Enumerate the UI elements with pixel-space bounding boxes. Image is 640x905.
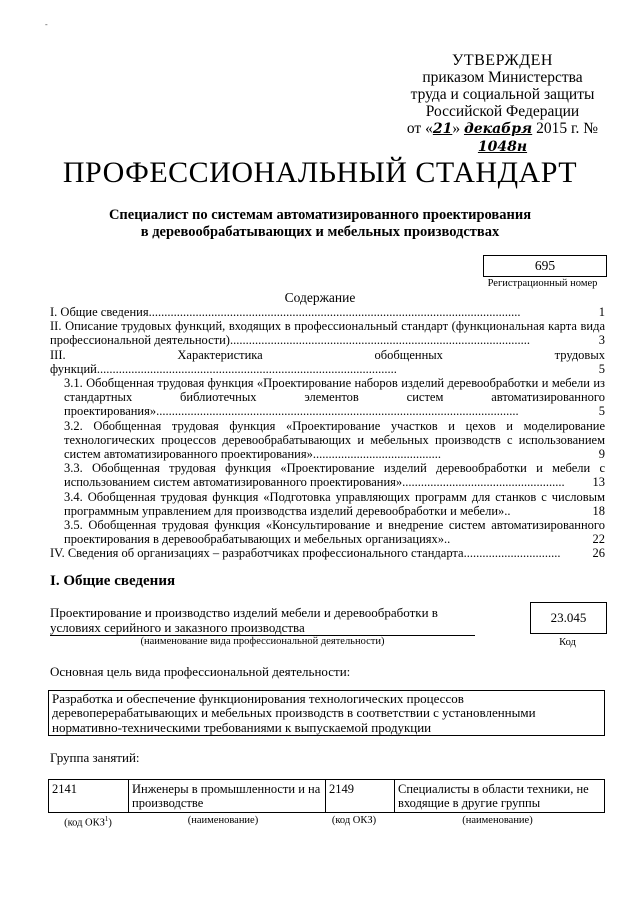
handwritten-day: 21 — [432, 121, 453, 137]
toc-entry[interactable]: 3.2. Обобщенная трудовая функция «Проектирование участков и цехов и моделирование технологических процессов деревообрабатывающих и мебельных производств с использованием систем автоматизированного проектирования»......................................... 9 — [64, 418, 605, 462]
toc-entry[interactable]: II. Описание трудовых функций, входящих в профессиональный стандарт (функциональная карта вида профессиональной деятельности)................................................................................................ 3 — [50, 319, 605, 348]
activity-caption: (наименование вида профессиональной деятельности) — [140, 636, 385, 647]
approval-block — [395, 52, 610, 156]
activity-name: Проектирование и производство изделий мебели и деревообработки в условиях серийного и заказного производства — [50, 605, 475, 636]
okz-code-caption: (код ОКЗ) — [331, 815, 377, 826]
purpose-box: Разработка и обеспечение функционирования технологических процессов деревоперерабатывающих и мебельных производств в соответствии с установленными нормативно-техническими требованиями к выпускаемой продукции — [48, 690, 605, 736]
toc-entry[interactable]: I. Общие сведения....................................................................................................................... 1 — [50, 305, 605, 319]
table-of-contents — [50, 305, 605, 561]
approval-date-line: от «21» декабря 2015 г. № 1048н — [406, 120, 599, 155]
contents-heading: Содержание — [284, 290, 356, 305]
section-title: I. Общие сведения — [50, 573, 176, 589]
activity-code-box: 23.045 — [530, 602, 607, 634]
toc-entry[interactable]: 3.1. Обобщенная трудовая функция «Проектирование наборов изделий деревообработки и мебели из стандартных библиотечных элементов систем автоматизированного проектирования».................................................................................................................... 5 — [64, 376, 605, 419]
name-caption: (наименование) — [462, 815, 533, 826]
scan-mark: - — [45, 20, 48, 29]
toc-entry[interactable]: 3.3. Обобщенная трудовая функция «Проектирование изделий деревообработки и мебели с использованием систем автоматизированного проектирования».................................................... 13 — [64, 461, 605, 490]
toc-entry[interactable]: 3.5. Обобщенная трудовая функция «Консультирование и внедрение систем автоматизированного проектирования в деревообрабатывающих и мебельных организациях».. 22 — [64, 518, 605, 547]
approval-line: Российской Федерации — [425, 103, 580, 120]
registration-number-label: Регистрационный номер — [487, 278, 598, 289]
toc-entry[interactable]: III. Характеристика обобщенных трудовых функций................................................................................................ 5 — [50, 347, 605, 376]
handwritten-month: декабря — [463, 121, 533, 137]
okz-code-cell: 2141 — [49, 780, 129, 813]
approval-line: труда и социальной защиты — [410, 86, 595, 103]
toc-entry[interactable]: IV. Сведения об организациях – разработчиках профессионального стандарта............................... 26 — [50, 546, 605, 561]
standard-name: Специалист по системам автоматизированного проектирования в деревообрабатывающих и мебельных производствах — [108, 207, 532, 240]
occupation-group-label: Группа занятий: — [50, 750, 140, 765]
handwritten-order-number: 1048н — [477, 139, 528, 155]
occupation-table — [48, 779, 605, 813]
document-title: ПРОФЕССИОНАЛЬНЫЙ СТАНДАРТ — [62, 156, 578, 189]
approval-line: приказом Министерства — [422, 69, 583, 86]
okz-code-caption: (код ОКЗ$^1$) — [64, 815, 112, 829]
code-caption: Код — [559, 637, 576, 648]
approval-heading: УТВЕРЖДЕН — [452, 52, 553, 69]
toc-entry[interactable]: 3.4. Обобщенная трудовая функция «Подготовка управляющих программ для станков с числовым программным управлением для производства изделий деревообработки и мебели».. 18 — [64, 489, 605, 518]
name-caption: (наименование) — [187, 815, 259, 826]
occupation-name-cell: Инженеры в промышленности и на производстве — [129, 780, 326, 813]
purpose-label: Основная цель вида профессиональной деятельности: — [50, 664, 351, 679]
registration-number-box: 695 — [483, 255, 607, 277]
occupation-name-cell: Специалисты в области техники, не входящие в другие группы — [395, 780, 605, 813]
okz-code-cell: 2149 — [326, 780, 395, 813]
table-row — [49, 780, 605, 813]
